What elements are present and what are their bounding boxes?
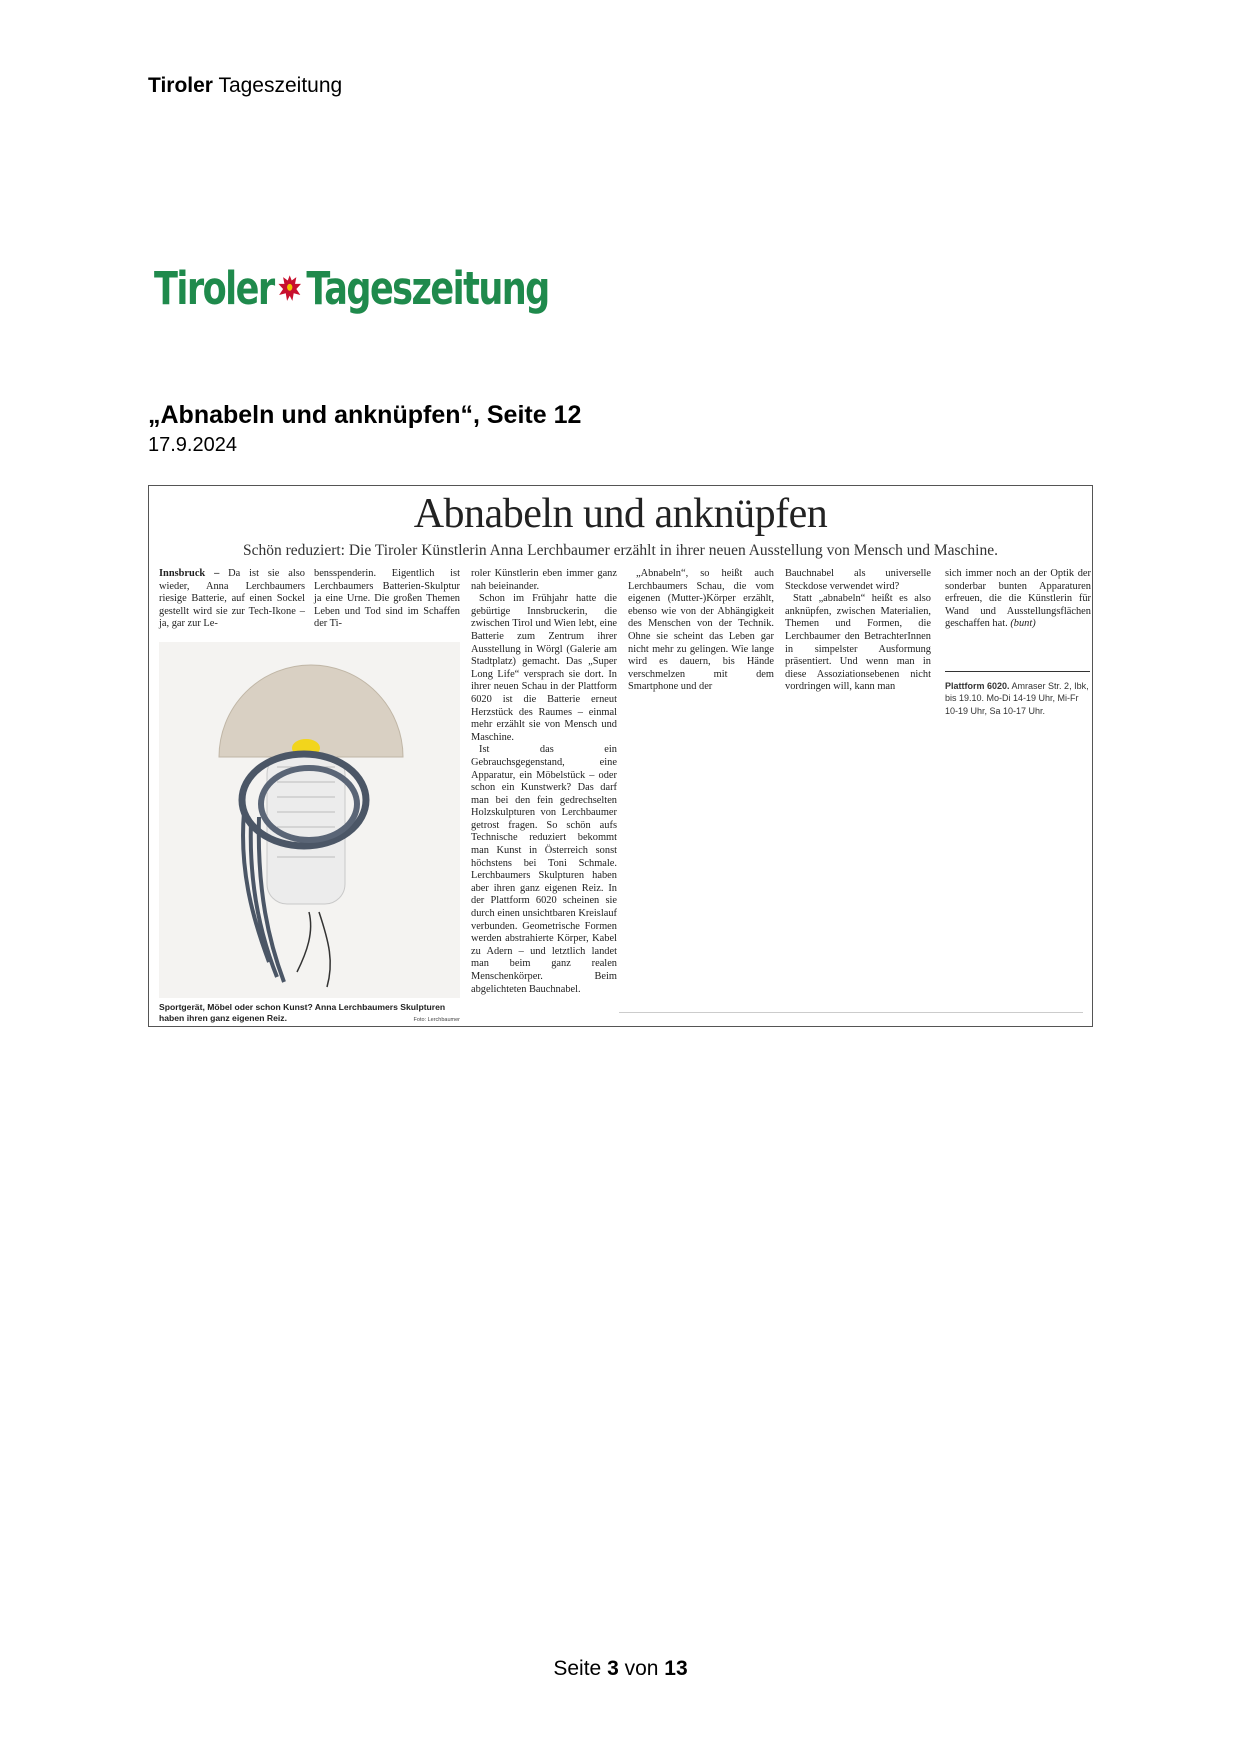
column-2: [314, 568, 460, 631]
column-4-text: „Abnabeln“, so heißt auch Lerchbaumers Schau, die vom eigenen (Mutter-)Körper erzählt, ebenso wie von der Abhängigkeit des Menschen von der Technik. Ohne sie scheint das Leben gar nicht mehr zu gelingen. Wie lange wird es dauern, bis Hände verschmelzen mit dem Smartphone und der: [628, 568, 774, 693]
column-5-para: Bauchnabel als universelle Steckdose verwendet wird?: [785, 568, 931, 592]
page-number: [0, 1657, 1241, 1681]
column-3-para: roler Künstlerin eben immer ganz nah beieinander.: [471, 568, 617, 592]
exhibition-info: [945, 671, 1090, 717]
column-3-para: Ist das ein Gebrauchsgegenstand, eine Apparatur, ein Möbelstück – oder schon ein Kunstwerk? Das darf man bei den fein gedrechselten Holzskulpturen von Lerchbaumer getrost fragen. So schön aufs Technische reduziert bekommt man Kunst in Österreich sonst höchstens bei Toni Schmale. Lerchbaumers Skulpturen haben aber ihren ganz eigenen Reiz. In der Plattform 6020 scheinen sie durch einen unsichtbaren Kreislauf verbunden. Geometrische Formen werden abstrahierte Körper, Kabel zu Adern – und letztlich landet man beim ganz realen Menschenkörper. Beim abgelichteten Bauchnabel.: [471, 744, 617, 995]
logo-text-left: Tiroler: [154, 262, 274, 315]
venue-name: Plattform 6020.: [945, 681, 1010, 691]
article-date: 17.9.2024: [148, 434, 237, 456]
column-5: [785, 568, 931, 694]
article-title: „Abnabeln und anknüpfen“, Seite 12: [148, 401, 582, 429]
header-brand-bold: Tiroler: [148, 74, 213, 97]
page-current: 3: [607, 1657, 619, 1680]
logo-text-right: Tageszeitung: [306, 262, 549, 315]
newspaper-clipping: [148, 485, 1093, 1027]
sculpture-photo: [159, 642, 460, 998]
page-total: 13: [664, 1657, 688, 1680]
photo-credit: Foto: Lerchbaumer: [413, 1017, 460, 1023]
author-tag: (bunt): [1010, 618, 1036, 630]
dateline: Innsbruck –: [159, 568, 220, 579]
clipping-subheadline: Schön reduziert: Die Tiroler Künstlerin Anna Lerchbaumer erzählt in ihrer neuen Ausstellung von Mensch und Maschine.: [242, 542, 998, 559]
column-3-para: Schon im Frühjahr hatte die gebürtige Innsbruckerin, die zwischen Tirol und Wien lebt, eine Batterie zum Zentrum ihrer Ausstellung in Wörgl (Galerie am Stadtplatz) gemacht. Das „Super Long Life“ versprach sie dort. In ihrer neuen Schau in der Plattform 6020 ist die Batterie erneut Herzstück des Raumes – einmal mehr erzählt sie von Mensch und Maschine.: [471, 593, 617, 743]
column-1-text: Da ist sie also wieder, Anna Lerchbaumers riesige Batterie, auf einen Sockel gestellt wird sie zur Tech-Ikone – ja, gar zur Le-: [159, 568, 305, 630]
clipping-headline: Abnabeln und anknüpfen: [413, 491, 828, 537]
page-of: von: [624, 1657, 659, 1680]
column-5-para: Statt „abnabeln“ heißt es also anknüpfen, zwischen Materialien, Themen und Formen, die Lerchbaumer den BetrachterInnen in simpelster Ausformung präsentiert. Und wenn man in diese Assoziationsebenen nicht vordringen will, kann man: [785, 593, 931, 693]
venue-details: Amraser Str. 2, Ibk, bis 19.10. Mo-Di 14-19 Uhr, Mi-Fr 10-19 Uhr, Sa 10-17 Uhr.: [945, 681, 1089, 716]
header-brand-regular: Tageszeitung: [218, 74, 343, 97]
page-prefix: Seite: [553, 1657, 602, 1680]
column-1: [159, 568, 305, 631]
photo-caption: Sportgerät, Möbel oder schon Kunst? Anna Lerchbaumers Skulpturen haben ihren ganz eigenen Reiz.: [159, 1002, 446, 1023]
column-6-text: sich immer noch an der Optik der sonderbar bunten Apparaturen erfreuen, die die Künstlerin für Wand und Ausstellungsflächen geschaffen hat.: [945, 568, 1091, 630]
column-3: [471, 568, 617, 996]
eagle-icon: [277, 272, 304, 306]
column-6: [945, 568, 1091, 631]
newspaper-logo: [154, 262, 549, 315]
clipping-footer-rule: [619, 1012, 1083, 1017]
column-4: [628, 568, 774, 694]
column-2-text: bensspenderin. Eigentlich ist Lerchbaumers Batterien-Skulptur ja eine Urne. Die großen Themen Leben und Tod sind im Schaffen der Ti-: [314, 568, 460, 630]
header-brand: [148, 74, 342, 98]
